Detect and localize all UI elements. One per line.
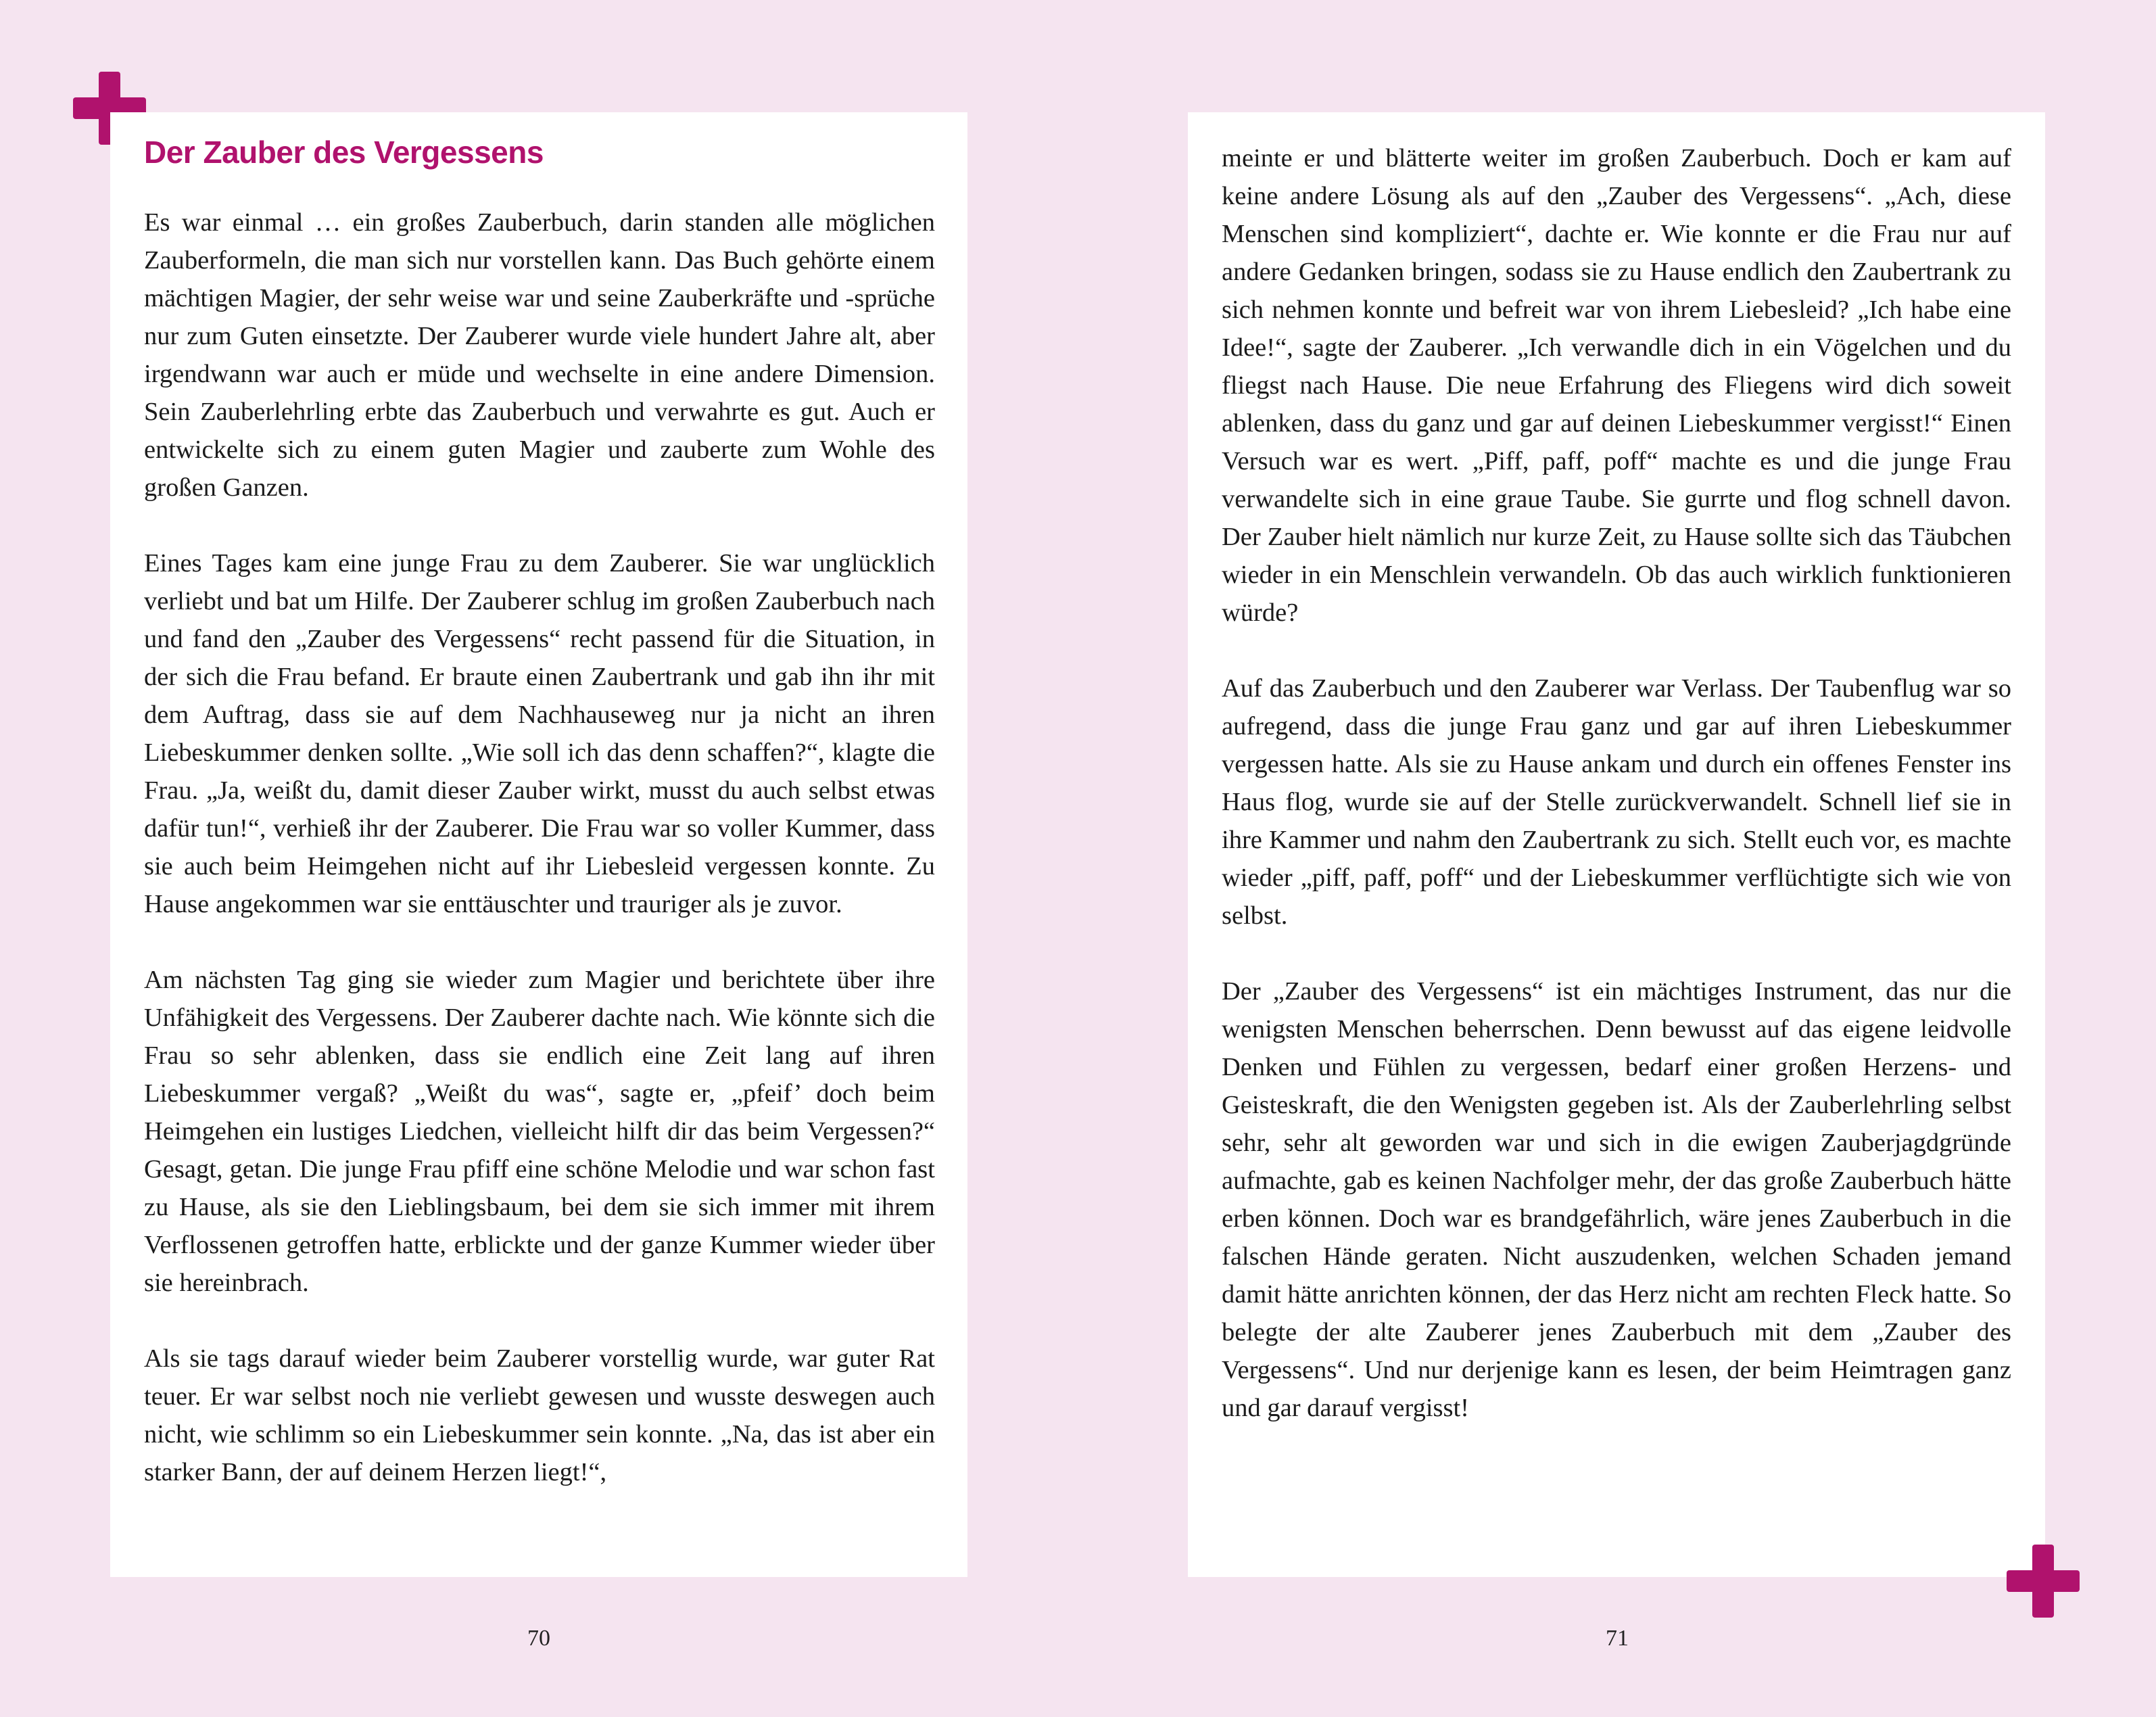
story-title: Der Zauber des Vergessens: [144, 135, 544, 170]
paragraph: Als sie tags darauf wieder beim Zauberer vorstellig wurde, war guter Rat teuer. Er war selbst noch nie verliebt gewesen und wusste deswegen auch nicht, wie schlimm so ein Liebeskummer sein konnte. „Na, das ist aber ein starker Bann, der auf deinem Herzen liegt!“,: [144, 1344, 935, 1486]
paragraph: meinte er und blätterte weiter im großen Zauberbuch. Doch er kam auf keine andere Lösung als auf den „Zauber des Vergessens“. „Ach, diese Menschen sind kompliziert“, dachte er. Wie konnte er die Frau nur auf andere Gedanken bringen, sodass sie zu Hause endlich den Zaubertrank zu sich nehmen konnte und befreit war von ihrem Liebesleid? „Ich habe eine Idee!“, sagte der Zauberer. „Ich verwandle dich in ein Vögelchen und du fliegst nach Hause. Die neue Erfahrung des Fliegens wird dich soweit ablenken, dass du ganz und gar auf deinen Liebeskummer vergisst!“ Einen Versuch war es wert. „Piff, paff, poff“ machte es und die junge Frau verwandelte sich in eine graue Taube. Sie gurrte und flog schnell davon. Der Zauber hielt nämlich nur kurze Zeit, zu Hause sollte sich das Täubchen wieder in ein Menschlein verwandeln. Ob das auch wirklich funktionieren würde?: [1222, 144, 2011, 627]
paragraph: Am nächsten Tag ging sie wieder zum Magier und berichtete über ihre Unfähigkeit des Vergessens. Der Zauberer dachte nach. Wie könnte sich die Frau so sehr ablenken, dass sie endlich eine Zeit lang auf ihren Liebeskummer vergaß? „Weißt du was“, sagte er, „pfeif’ doch beim Heimgehen ein lustiges Liedchen, vielleicht hilft dir das beim Vergessen?“ Gesagt, getan. Die junge Frau pfiff eine schöne Melodie und war schon fast zu Hause, als sie den Lieblingsbaum, bei dem sie sich immer mit ihrem Verflossenen getroffen hatte, erblickte und der ganze Kummer wieder über sie hereinbrach.: [144, 965, 935, 1297]
paragraph: Eines Tages kam eine junge Frau zu dem Zauberer. Sie war unglücklich verliebt und bat um Hilfe. Der Zauberer schlug im großen Zauberbuch nach und fand den „Zauber des Vergessens“ recht passend für die Situation, in der sich die Frau befand. Er braute einen Zaubertrank und gab ihn ihr mit dem Auftrag, dass sie auf dem Nachhauseweg nur ja nicht an ihren Liebeskummer denken sollte. „Wie soll ich das denn schaffen?“, klagte die Frau. „Ja, weißt du, damit dieser Zauber wirkt, musst du auch selbst etwas dafür tun!“, verhieß ihr der Zauberer. Die Frau war so voller Kummer, dass sie auch beim Heimgehen nicht auf ihr Liebesleid vergessen konnte. Zu Hause angekommen war sie enttäuschter und trauriger als je zuvor.: [144, 548, 935, 918]
left-page: [110, 112, 967, 1577]
paragraph: Auf das Zauberbuch und den Zauberer war Verlass. Der Taubenflug war so aufregend, dass die junge Frau ganz und gar auf ihren Liebeskummer vergessen hatte. Als sie zu Hause ankam und durch ein offenes Fenster ins Haus flog, wurde sie auf der Stelle zurückverwandelt. Schnell lief sie in ihre Kammer und nahm den Zaubertrank zu sich. Stellt euch vor, es machte wieder „piff, paff, poff“ und der Liebeskummer verflüchtigte sich wie von selbst.: [1222, 674, 2011, 930]
paragraph: Es war einmal … ein großes Zauberbuch, darin standen alle möglichen Zauberformeln, die man sich nur vorstellen kann. Das Buch gehörte einem mächtigen Magier, der sehr weise war und seine Zauberkräfte und -sprüche nur zum Guten einsetzte. Der Zauberer wurde viele hundert Jahre alt, aber irgendwann war auch er müde und wechselte in eine andere Dimension. Sein Zauberlehrling erbte das Zauberbuch und verwahrte es gut. Auch er entwickelte sich zu einem guten Magier und zauberte zum Wohle des großen Ganzen.: [144, 208, 935, 502]
plus-cross-icon: [2007, 1545, 2080, 1618]
page-number-left: 70: [527, 1626, 550, 1651]
page-number-right: 71: [1606, 1626, 1629, 1651]
right-page: [1188, 112, 2045, 1577]
paragraph: Der „Zauber des Vergessens“ ist ein mächtiges Instrument, das nur die wenigsten Menschen beherrschen. Denn bewusst auf das eigene leidvolle Denken und Fühlen zu vergessen, bedarf einer großen Herzens- und Geisteskraft, die den Wenigsten gegeben ist. Als der Zauberlehrling selbst sehr, sehr alt geworden war und sich in die ewigen Zauberjagdgründe aufmachte, gab es keinen Nachfolger mehr, der das große Zauberbuch hätte erben können. Doch war es brandgefährlich, wäre jenes Zauberbuch in die falschen Hände geraten. Nicht auszudenken, welchen Schaden jemand damit hätte anrichten können, der das Herz nicht am rechten Fleck hatte. So belegte der alte Zauberer jenes Zauberbuch mit dem „Zauber des Vergessens“. Und nur derjenige kann es lesen, der beim Heimtragen ganz und gar darauf vergisst!: [1222, 977, 2011, 1422]
